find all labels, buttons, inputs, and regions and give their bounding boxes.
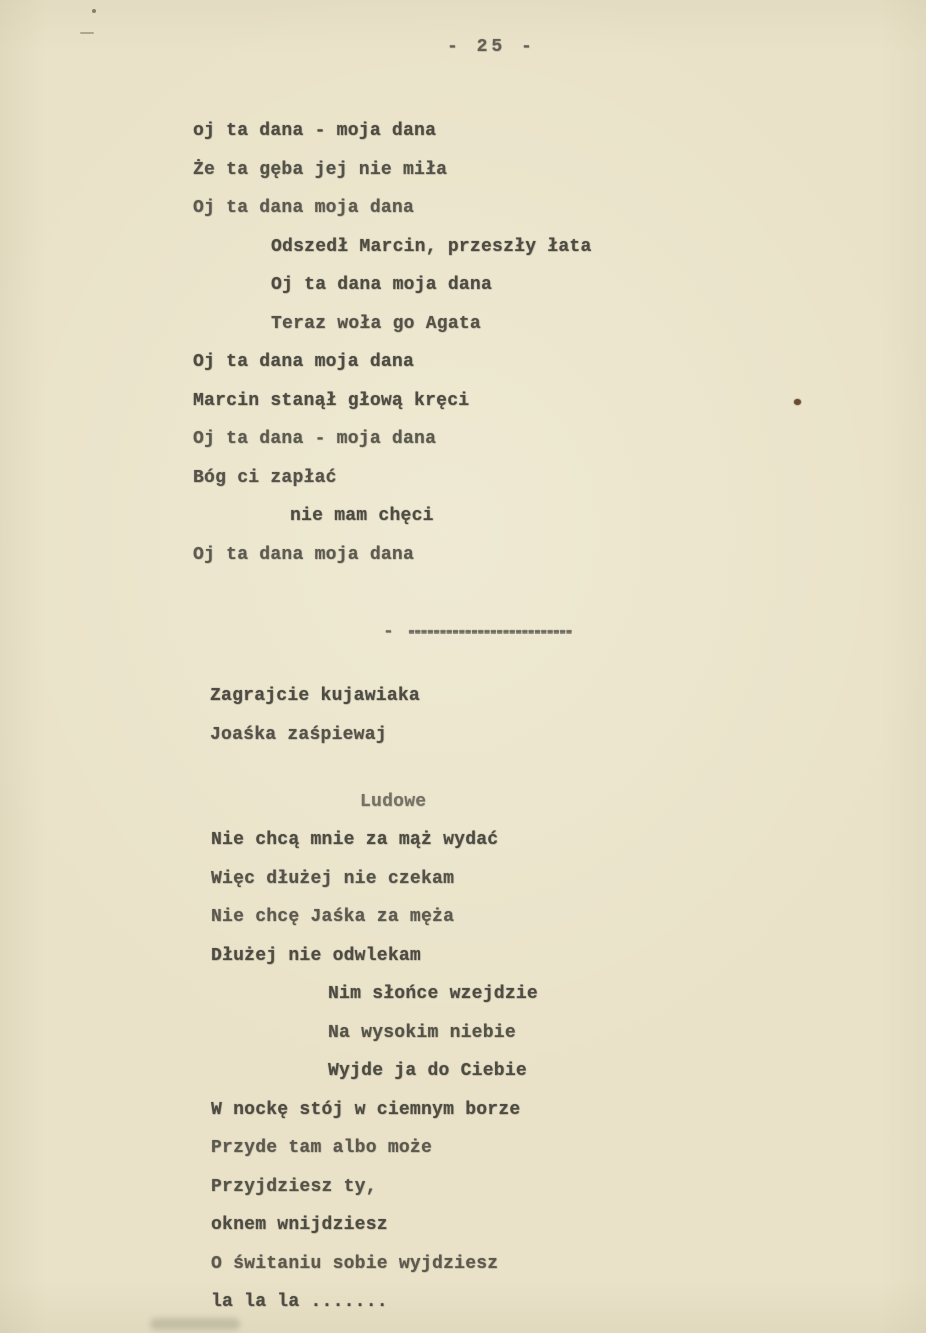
poem-line: Więc dłużej nie czekam bbox=[211, 868, 455, 889]
poem-line: Joaśka zaśpiewaj bbox=[210, 724, 387, 745]
poem-line: Bóg ci zapłać bbox=[193, 467, 337, 488]
page-number: - 25 - bbox=[447, 37, 536, 57]
poem-line: Na wysokim niebie bbox=[328, 1022, 516, 1043]
poem-line: Nie chcę Jaśka za męża bbox=[211, 907, 455, 927]
paper-speck-small bbox=[92, 9, 96, 13]
section-divider bbox=[383, 613, 570, 652]
poem-line: Oj ta dana moja dana bbox=[193, 352, 415, 372]
stanza-kujawiak-request bbox=[210, 677, 420, 754]
divider-dash: - bbox=[383, 622, 395, 642]
poem-line: Nim słońce wzejdzie bbox=[328, 984, 538, 1004]
poem-line: oknem wnijdziesz bbox=[211, 1215, 388, 1235]
poem-line: Oj ta dana moja dana bbox=[193, 198, 415, 218]
poem-line: Teraz woła go Agata bbox=[271, 313, 481, 334]
poem-line: Oj ta dana - moja dana bbox=[193, 429, 437, 449]
stanza-oj-ta-dana bbox=[193, 112, 592, 574]
poem-line: Oj ta dana moja dana bbox=[271, 275, 493, 295]
poem-line: Że ta gęba jej nie miła bbox=[193, 159, 448, 180]
paper-smudge bbox=[150, 1318, 240, 1330]
poem-line: Oj ta dana moja dana bbox=[193, 544, 415, 565]
poem-line: oj ta dana - moja dana bbox=[193, 121, 437, 141]
poem-line: Przyde tam albo może bbox=[211, 1138, 433, 1158]
poem-line: Nie chcą mnie za mąż wydać bbox=[211, 830, 499, 850]
poem-line: O świtaniu sobie wyjdziesz bbox=[211, 1253, 499, 1274]
paper-speck bbox=[794, 399, 801, 405]
paper-scratch bbox=[80, 32, 94, 34]
poem-line: Dłużej nie odwlekam bbox=[211, 945, 421, 966]
section-heading-ludowe: Ludowe bbox=[360, 792, 427, 812]
poem-line: W nockę stój w ciemnym borze bbox=[211, 1099, 521, 1120]
poem-line: Odszedł Marcin, przeszły łata bbox=[271, 236, 592, 257]
poem-line: Marcin stanął głową kręci bbox=[193, 390, 470, 411]
poem-line: nie mam chęci bbox=[290, 506, 434, 526]
stanza-ludowe bbox=[211, 821, 538, 1322]
divider-dash-run: -------------------------- bbox=[406, 622, 570, 642]
poem-line: la la la ....... bbox=[211, 1292, 388, 1312]
poem-line: Przyjdziesz ty, bbox=[211, 1176, 377, 1197]
poem-line: Wyjde ja do Ciebie bbox=[328, 1061, 527, 1081]
poem-line: Zagrajcie kujawiaka bbox=[210, 686, 420, 706]
